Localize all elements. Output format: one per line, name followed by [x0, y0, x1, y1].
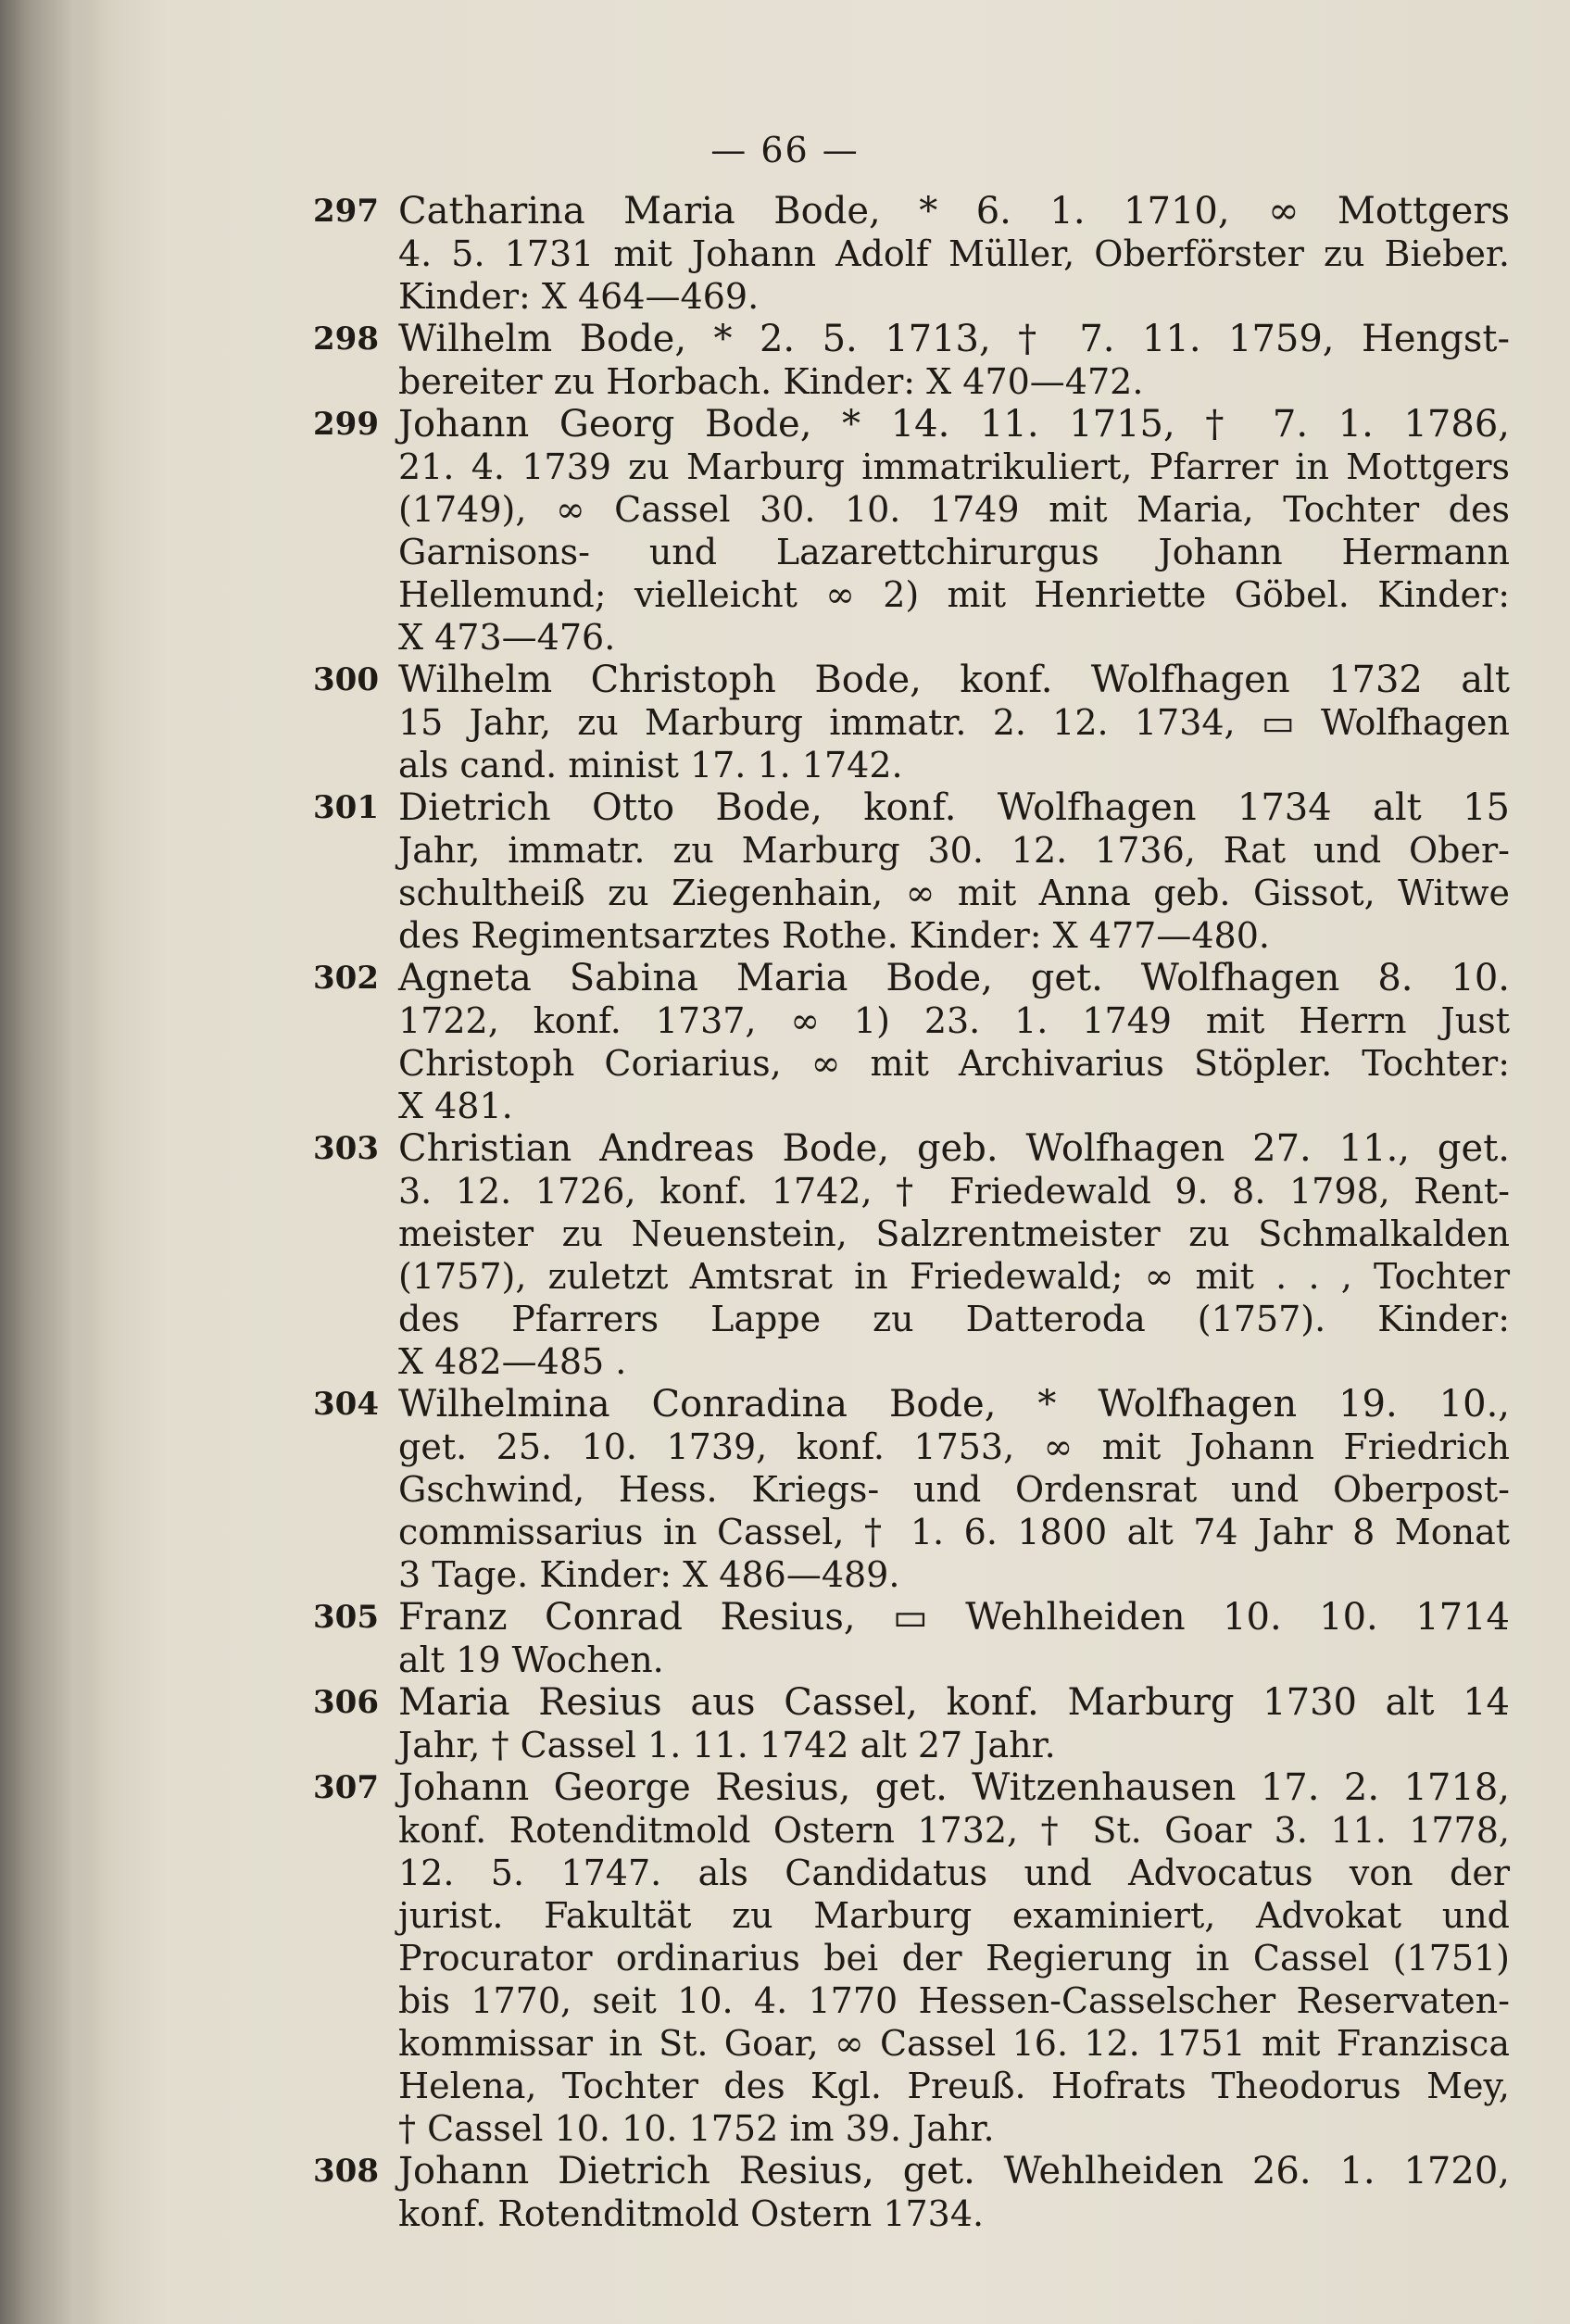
entry-text-line: commissarius in Cassel, † 1. 6. 1800 alt 74 Jahr 8 Monat: [398, 1512, 1510, 1552]
entry-text-line: Hellemund; vielleicht ∞ 2) mit Henriette Göbel. Kinder:: [398, 574, 1510, 615]
entry-text-line: Kinder: X 464—469.: [398, 276, 760, 317]
entry-text-line: kommissar in St. Goar, ∞ Cassel 16. 12. 1751 mit Franzisca: [398, 2023, 1510, 2064]
entry-text-line: † Cassel 10. 10. 1752 im 39. Jahr.: [398, 2108, 995, 2149]
entry-text-line: Maria Resius aus Cassel, konf. Marburg 1730 alt 14: [398, 1681, 1510, 1724]
entry-text-line: X 482—485 .: [398, 1341, 627, 1382]
entry-text-line: schultheiß zu Ziegenhain, ∞ mit Anna geb. Gissot, Witwe: [398, 873, 1510, 913]
genealogy-entry: [313, 1127, 1510, 1383]
entry-number: 298: [313, 320, 379, 358]
entry-text-line: konf. Rotenditmold Ostern 1732, † St. Goar 3. 11. 1778,: [398, 1810, 1510, 1851]
entry-number: 300: [313, 661, 379, 698]
entry-text-line: Jahr, † Cassel 1. 11. 1742 alt 27 Jahr.: [398, 1725, 1056, 1765]
entry-text-line: des Regimentsarztes Rothe. Kinder: X 477—480.: [398, 915, 1270, 956]
entry-text-line: Dietrich Otto Bode, konf. Wolfhagen 1734 alt 15: [398, 786, 1510, 829]
genealogy-entry: [313, 1383, 1510, 1596]
entry-text-line: jurist. Fakultät zu Marburg examiniert, Advokat und: [398, 1895, 1510, 1936]
entry-text-line: Agneta Sabina Maria Bode, get. Wolfhagen 8. 10.: [398, 957, 1510, 999]
genealogy-entry: [313, 1766, 1510, 2150]
genealogy-entry: [313, 1596, 1510, 1681]
entry-text-line: bis 1770, seit 10. 4. 1770 Hessen-Casselscher Reservaten-: [398, 1980, 1510, 2021]
entry-text-line: alt 19 Wochen.: [398, 1639, 664, 1680]
entry-text-line: Johann George Resius, get. Witzenhausen 17. 2. 1718,: [398, 1766, 1510, 1809]
genealogy-entry: [313, 659, 1510, 786]
entry-text-line: X 473—476.: [398, 617, 616, 658]
entry-text-line: 1722, konf. 1737, ∞ 1) 23. 1. 1749 mit Herrn Just: [398, 1000, 1510, 1041]
entry-text-line: Garnisons- und Lazarettchirurgus Johann Hermann: [398, 532, 1510, 572]
genealogy-entry: [313, 1681, 1510, 1766]
entry-number: 301: [313, 789, 379, 826]
entry-text-line: 3 Tage. Kinder: X 486—489.: [398, 1554, 900, 1595]
entry-text-line: get. 25. 10. 1739, konf. 1753, ∞ mit Johann Friedrich: [398, 1426, 1510, 1467]
entry-text-line: Wilhelm Christoph Bode, konf. Wolfhagen 1732 alt: [398, 659, 1510, 701]
entry-text-line: Procurator ordinarius bei der Regierung in Cassel (1751): [398, 1938, 1510, 1979]
entry-text-line: 12. 5. 1747. als Candidatus und Advocatus von der: [398, 1853, 1510, 1893]
entry-text-line: Franz Conrad Resius, ▭ Wehlheiden 10. 10. 1714: [398, 1596, 1510, 1639]
entry-list: [313, 190, 1510, 2235]
entry-number: 305: [313, 1599, 379, 1636]
entry-number: 299: [313, 406, 379, 443]
entry-number: 308: [313, 2153, 379, 2190]
entry-number: 307: [313, 1769, 379, 1806]
entry-text-line: Helena, Tochter des Kgl. Preuß. Hofrats Theodorus Mey,: [398, 2066, 1510, 2106]
page-header: — 66 —: [710, 130, 860, 170]
entry-text-line: (1749), ∞ Cassel 30. 10. 1749 mit Maria, Tochter des: [398, 489, 1510, 530]
entry-text-line: (1757), zuletzt Amtsrat in Friedewald; ∞ mit . . , Tochter: [398, 1256, 1510, 1297]
genealogy-entry: [313, 190, 1510, 318]
entry-text-line: Wilhelmina Conradina Bode, * Wolfhagen 19. 10.,: [398, 1383, 1510, 1426]
entry-text-line: Catharina Maria Bode, * 6. 1. 1710, ∞ Mottgers: [398, 190, 1510, 232]
genealogy-entry: [313, 2150, 1510, 2235]
entry-number: 303: [313, 1130, 379, 1167]
entry-text-line: Gschwind, Hess. Kriegs- und Ordensrat und Oberpost-: [398, 1469, 1510, 1510]
entry-text-line: 15 Jahr, zu Marburg immatr. 2. 12. 1734, ▭ Wolfhagen: [398, 702, 1510, 743]
entry-text-line: 4. 5. 1731 mit Johann Adolf Müller, Oberförster zu Bieber.: [398, 233, 1510, 274]
entry-text-line: Christian Andreas Bode, geb. Wolfhagen 27. 11., get.: [398, 1127, 1510, 1170]
entry-text-line: bereiter zu Horbach. Kinder: X 470—472.: [398, 361, 1144, 402]
entry-text-line: 3. 12. 1726, konf. 1742, † Friedewald 9. 8. 1798, Rent-: [398, 1171, 1510, 1212]
entry-text-line: als cand. minist 17. 1. 1742.: [398, 745, 903, 785]
entry-number: 302: [313, 960, 379, 997]
entry-text-line: Johann Georg Bode, * 14. 11. 1715, † 7. 1. 1786,: [398, 403, 1510, 446]
genealogy-entry: [313, 403, 1510, 659]
genealogy-entry: [313, 786, 1510, 957]
entry-text-line: Johann Dietrich Resius, get. Wehlheiden 26. 1. 1720,: [398, 2150, 1510, 2192]
entry-text-line: X 481.: [398, 1086, 513, 1126]
genealogy-entry: [313, 318, 1510, 403]
entry-text-line: Christoph Coriarius, ∞ mit Archivarius Stöpler. Tochter:: [398, 1043, 1510, 1084]
entry-text-line: meister zu Neuenstein, Salzrentmeister zu Schmalkalden: [398, 1213, 1510, 1254]
entry-text-line: des Pfarrers Lappe zu Datteroda (1757). Kinder:: [398, 1299, 1510, 1339]
entry-text-line: Wilhelm Bode, * 2. 5. 1713, † 7. 11. 1759, Hengst-: [398, 318, 1510, 360]
book-spine-shadow: [0, 0, 102, 2324]
entry-text-line: 21. 4. 1739 zu Marburg immatrikuliert, Pfarrer in Mottgers: [398, 446, 1510, 487]
entry-number: 306: [313, 1684, 379, 1721]
entry-text-line: Jahr, immatr. zu Marburg 30. 12. 1736, Rat und Ober-: [398, 830, 1510, 871]
entry-text-line: konf. Rotenditmold Ostern 1734.: [398, 2193, 985, 2234]
entry-number: 304: [313, 1386, 379, 1423]
entry-number: 297: [313, 193, 379, 230]
genealogy-entry: [313, 957, 1510, 1127]
